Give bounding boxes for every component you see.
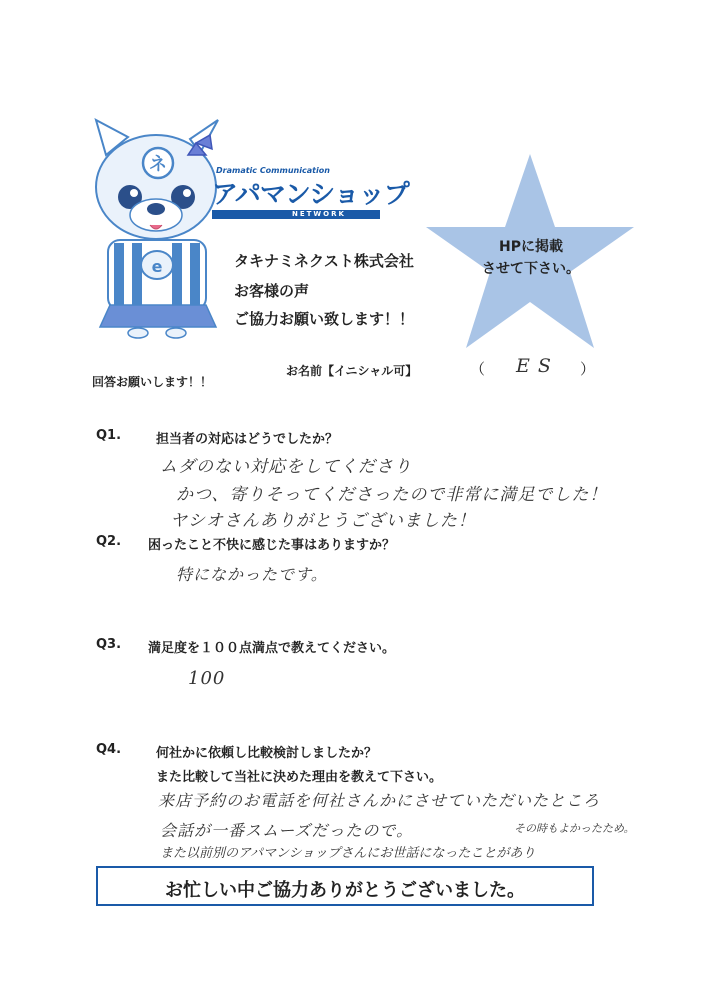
q2-number: Q2. (96, 534, 122, 549)
q4-number: Q4. (96, 742, 122, 757)
q2-answer: 特になかったです。 (176, 565, 328, 584)
logo-network: NETWORK (292, 210, 346, 218)
q3-answer: 100 (188, 668, 226, 689)
q4-answer-line3: また以前別のアパマンショップさんにお世話になったことがあり (160, 846, 536, 861)
logo-brand: アパマンショップ (212, 180, 409, 210)
q1-answer-line1: ムダのない対応をしてくださり (160, 457, 412, 477)
star-text-line1: HPに掲載 (499, 239, 563, 255)
thanks-box (96, 866, 594, 906)
q3-text: 満足度を１００点満点で教えてください。 (148, 641, 396, 656)
name-label: お名前【イニシャル可】 (286, 364, 418, 378)
company-name: タキナミネクスト株式会社 (234, 252, 414, 270)
customer-voice-title: お客様の声 (234, 282, 310, 300)
q4-answer-note: その時もよかったため。 (514, 822, 635, 835)
mascot-emblem: ネ (149, 154, 167, 175)
q4-answer-line1: 来店予約のお電話を何社さんかにさせていただいたところ (158, 791, 601, 810)
star-text-line2: させて下さい。 (482, 261, 580, 277)
answer-request: 回答お願いします！！ (92, 375, 213, 389)
logo-tagline: Dramatic Communication (216, 166, 330, 175)
q1-answer-line3: ヤシオさんありがとうございました！ (170, 511, 476, 531)
q1-text: 担当者の対応はどうでしたか？ (156, 432, 339, 447)
name-bracket-open: （ (470, 360, 486, 378)
q4-answer-line2: 会話が一番スムーズだったので。 (160, 821, 414, 840)
q4-text: 何社かに依頼し比較検討しましたか？ (156, 746, 378, 761)
svg-text:e: e (151, 257, 163, 276)
q3-number: Q3. (96, 637, 122, 652)
cooperation-request: ご協力お願い致します！！ (234, 310, 415, 328)
name-value: ES (516, 355, 559, 377)
apamanshop-logo (212, 166, 409, 222)
q4-text-line2: また比較して当社に決めた理由を教えて下さい。 (156, 770, 443, 785)
name-bracket-close: ） (580, 360, 596, 378)
thanks-text: お忙しい中ご協力ありがとうございました。 (165, 880, 525, 901)
mascot-illustration (88, 115, 228, 340)
q2-text: 困ったこと不快に感じた事はありますか？ (148, 538, 396, 553)
q1-number: Q1. (96, 428, 122, 443)
q1-answer-line2: かつ、寄りそってくださったので非常に満足でした！ (176, 485, 608, 505)
